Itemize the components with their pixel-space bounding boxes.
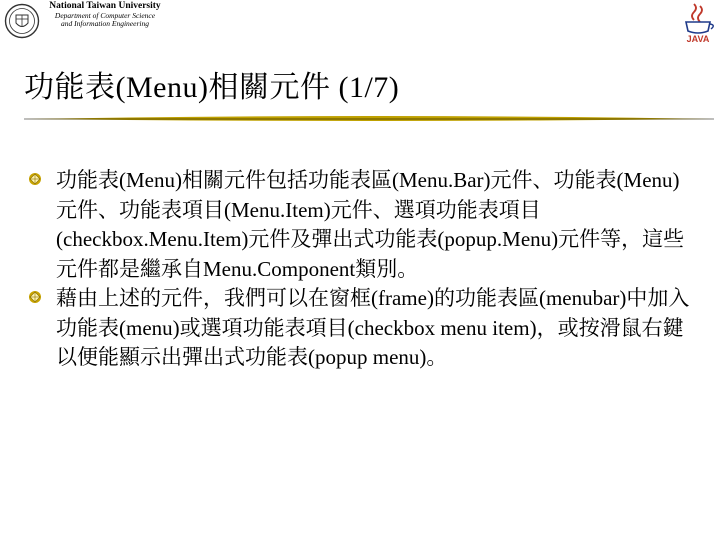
university-header <box>40 2 170 28</box>
bullet-diamond-icon <box>28 172 42 186</box>
bullet-list <box>28 166 700 373</box>
bullet-text-1: 功能表(Menu)相關元件包括功能表區(Menu.Bar)元件、功能表(Menu)元件、功能表項目(Menu.Item)元件、選項功能表項目(checkbox.Menu.Item)元件及彈出式功能表(popup.Menu)元件等，這些元件都是繼承自Menu.Component類別。 <box>56 168 685 281</box>
bullet-text-2: 藉由上述的元件，我們可以在窗框(frame)的功能表區(menubar)中加入功能表(menu)或選項功能表項目(checkbox menu item)，或按滑鼠右鍵以便能顯示出彈出式功能表(popup menu)。 <box>56 286 690 369</box>
university-seal-icon <box>4 2 40 40</box>
java-logo-text: JAVA <box>686 34 710 44</box>
department-line-1: Department of Computer Science <box>54 10 156 20</box>
title-underline-rule <box>24 113 714 125</box>
bullet-diamond-icon <box>28 290 42 304</box>
bullet-item-1 <box>28 166 700 284</box>
bullet-item-2 <box>28 284 700 373</box>
department-line-2: and Information Engineering <box>61 18 149 28</box>
university-name: National Taiwan University <box>49 1 161 11</box>
java-logo-icon <box>678 0 718 44</box>
page-title: 功能表(Menu)相關元件 (1/7) <box>24 71 400 104</box>
